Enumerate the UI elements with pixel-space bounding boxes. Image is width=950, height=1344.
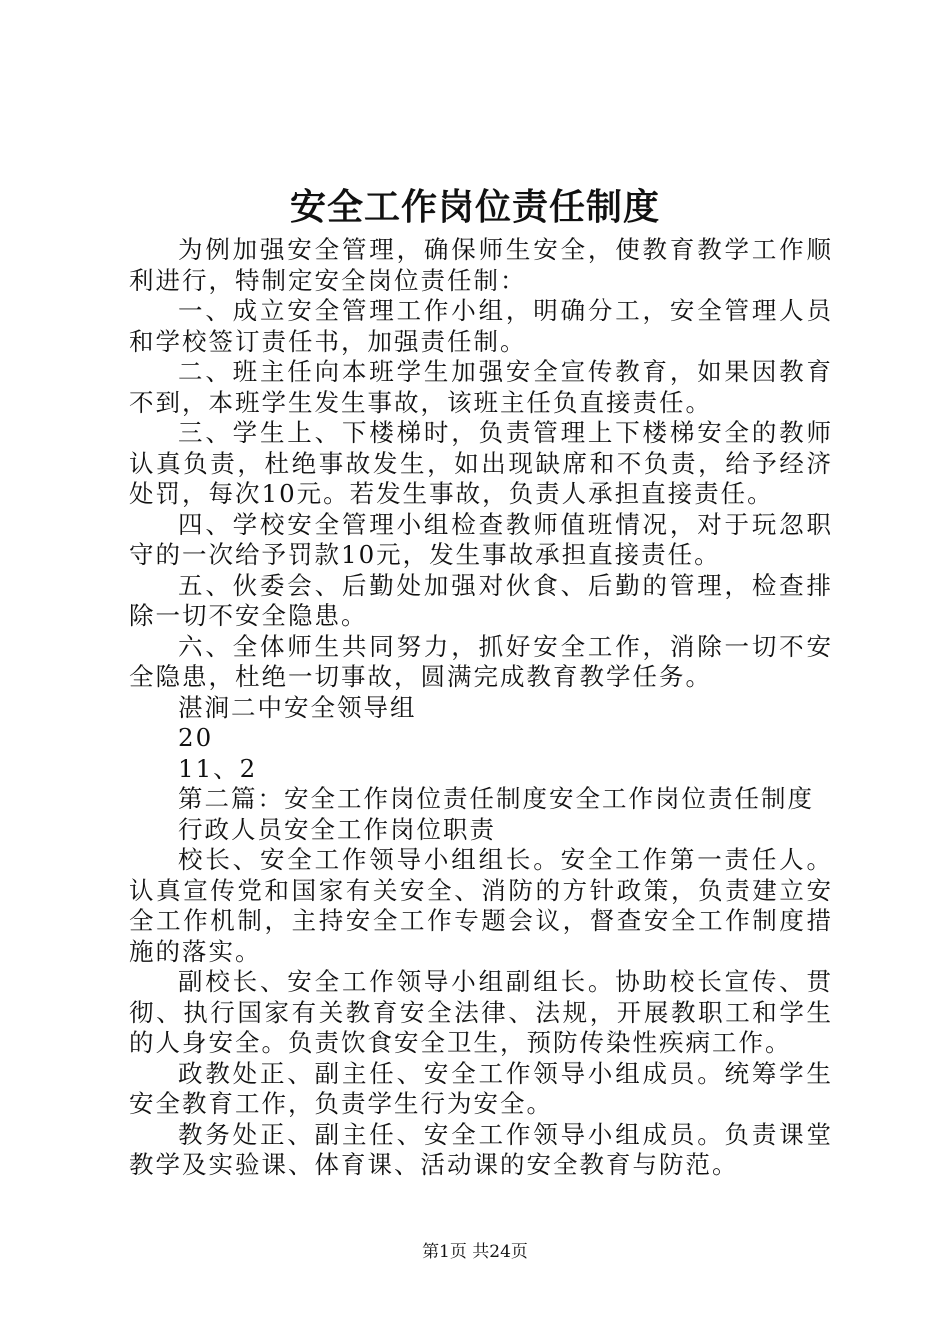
paragraph-academic-affairs: 教务处正、副主任、安全工作领导小组成员。负责课堂教学及实验课、体育课、活动课的安全教育与防范。 (129, 1119, 833, 1179)
document-body (129, 235, 833, 1181)
paragraph-item-2: 二、班主任向本班学生加强安全宣传教育，如果因教育不到，本班学生发生事故，该班主任负直接责任。 (129, 357, 833, 417)
section-heading: 第二篇：安全工作岗位责任制度安全工作岗位责任制度 (178, 784, 814, 813)
paragraph-item-5: 五、伙委会、后勤处加强对伙食、后勤的管理，检查排除一切不安全隐患。 (129, 570, 833, 630)
paragraph-intro: 为例加强安全管理，确保师生安全，使教育教学工作顺利进行，特制定安全岗位责任制： (129, 235, 833, 295)
page-number-footer: 第1页 共24页 (422, 1242, 528, 1262)
section-subheading: 行政人员安全工作岗位职责 (178, 814, 496, 844)
signature-date-month: 11、2 (178, 753, 258, 783)
signature-date-year: 20 (178, 723, 214, 752)
document-title: 安全工作岗位责任制度 (289, 186, 660, 228)
paragraph-item-3: 三、学生上、下楼梯时，负责管理上下楼梯安全的教师认真负责，杜绝事故发生，如出现缺席和不负责，给予经济处罚，每次10元。若发生事故，负责人承担直接责任。 (129, 418, 833, 508)
signature-organization: 湛涧二中安全领导组 (178, 692, 417, 722)
paragraph-item-6: 六、全体师生共同努力，抓好安全工作，消除一切不安全隐患，杜绝一切事故，圆满完成教育教学任务。 (129, 631, 833, 691)
paragraph-vice-principal: 副校长、安全工作领导小组副组长。协助校长宣传、贯彻、执行国家有关教育安全法律、法规，开展教职工和学生的人身安全。负责饮食安全卫生，预防传染性疾病工作。 (129, 967, 833, 1057)
paragraph-political-education: 政教处正、副主任、安全工作领导小组成员。统筹学生安全教育工作，负责学生行为安全。 (129, 1058, 833, 1118)
paragraph-item-4: 四、学校安全管理小组检查教师值班情况，对于玩忽职守的一次给予罚款10元，发生事故承担直接责任。 (129, 509, 833, 569)
paragraph-item-1: 一、成立安全管理工作小组，明确分工，安全管理人员和学校签订责任书，加强责任制。 (129, 296, 833, 356)
paragraph-principal: 校长、安全工作领导小组组长。安全工作第一责任人。认真宣传党和国家有关安全、消防的方针政策，负责建立安全工作机制，主持安全工作专题会议，督查安全工作制度措施的落实。 (129, 845, 833, 966)
